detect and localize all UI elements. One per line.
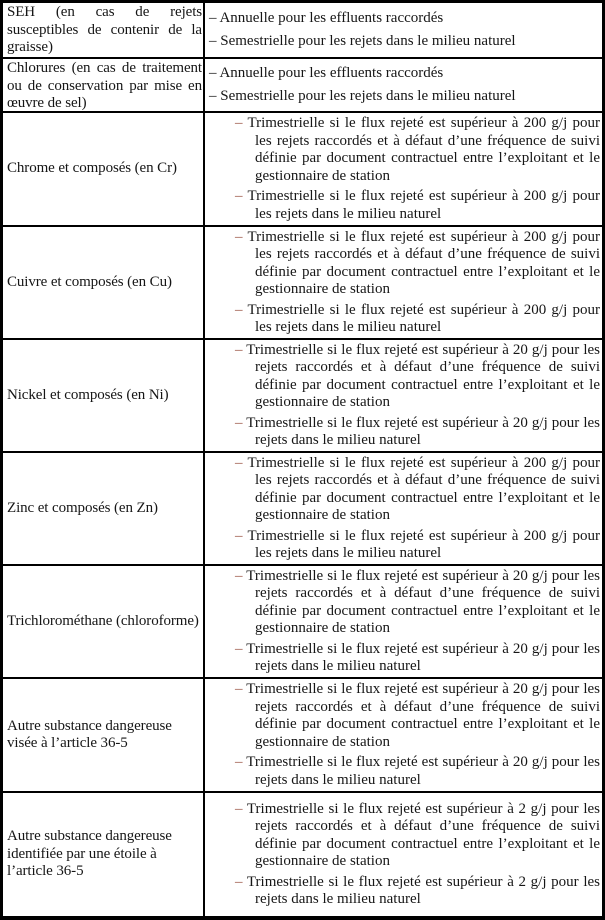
frequency-item xyxy=(205,528,600,563)
dash-bullet-icon: – xyxy=(235,414,243,431)
frequency-text: Trimestrielle si le flux rejeté est supérieur à 200 g/j pour les rejets raccordés et à défaut d’une fréquence de suivi définie par document contractuel entre l’exploitant et le gestionnaire de station xyxy=(247,454,600,523)
frequency-text: Trimestrielle si le flux rejeté est supérieur à 200 g/j pour les rejets dans le milieu naturel xyxy=(247,527,600,561)
frequency-item xyxy=(205,641,600,676)
frequency-text: Semestrielle pour les rejets dans le milieu naturel xyxy=(220,87,516,104)
frequency-cell xyxy=(205,3,602,57)
dash-bullet-icon: – xyxy=(235,873,243,890)
frequency-item xyxy=(205,302,600,337)
table-row xyxy=(3,111,602,225)
dash-bullet-icon: – xyxy=(209,65,217,81)
table-row xyxy=(3,791,602,916)
frequency-text: Trimestrielle si le flux rejeté est supérieur à 20 g/j pour les rejets raccordés et à défaut d’une fréquence de suivi définie par document contractuel entre l’exploitant et le gestionnaire de station xyxy=(246,341,600,410)
frequency-item xyxy=(205,455,600,525)
substance-cell xyxy=(3,59,205,111)
dash-bullet-icon: – xyxy=(235,527,243,544)
frequency-text: Semestrielle pour les rejets dans le milieu naturel xyxy=(220,32,516,49)
dash-bullet-icon: – xyxy=(235,567,243,584)
table-row xyxy=(3,338,602,451)
frequency-cell xyxy=(205,793,602,916)
frequency-item xyxy=(205,188,600,223)
dash-bullet-icon: – xyxy=(235,188,243,204)
substance-cell xyxy=(3,793,205,916)
frequency-item xyxy=(205,681,600,751)
frequency-item xyxy=(205,115,600,185)
frequency-item xyxy=(205,33,600,51)
dash-bullet-icon: – xyxy=(235,681,243,697)
frequency-item xyxy=(205,874,600,909)
dash-bullet-icon: – xyxy=(235,640,243,657)
substance-label: Chrome et composés (en Cr) xyxy=(7,160,177,177)
dash-bullet-icon: – xyxy=(235,115,243,131)
frequency-item xyxy=(205,342,600,412)
frequency-cell xyxy=(205,340,602,451)
substance-cell xyxy=(3,679,205,791)
frequency-cell xyxy=(205,453,602,564)
frequency-text: Trimestrielle si le flux rejeté est supérieur à 200 g/j pour les rejets dans le milieu naturel xyxy=(247,301,600,335)
frequency-text: Trimestrielle si le flux rejeté est supérieur à 20 g/j pour les rejets raccordés et à défaut d’une fréquence de suivi définie par document contractuel entre l’exploitant et le gestionnaire de station xyxy=(246,567,600,636)
frequency-text: Trimestrielle si le flux rejeté est supérieur à 200 g/j pour les rejets dans le milieu naturel xyxy=(247,188,600,222)
frequency-item xyxy=(205,568,600,638)
frequency-item xyxy=(205,801,600,871)
substance-cell xyxy=(3,453,205,564)
frequency-cell xyxy=(205,566,602,677)
substance-label: Chlorures (en cas de traitement ou de conservation par mise en œuvre de sel) xyxy=(7,60,202,111)
frequency-text: Trimestrielle si le flux rejeté est supérieur à 2 g/j pour les rejets dans le milieu naturel xyxy=(246,873,600,907)
table-row xyxy=(3,451,602,564)
table-row xyxy=(3,677,602,791)
substance-label: Autre substance dangereuse visée à l’article 36-5 xyxy=(7,717,172,751)
dash-bullet-icon: – xyxy=(235,341,243,358)
frequency-text: Trimestrielle si le flux rejeté est supérieur à 20 g/j pour les rejets dans le milieu naturel xyxy=(246,414,600,448)
frequency-item xyxy=(205,415,600,450)
frequency-text: Trimestrielle si le flux rejeté est supérieur à 2 g/j pour les rejets raccordés et à défaut d’une fréquence de suivi définie par document contractuel entre l’exploitant et le gestionnaire de station xyxy=(246,800,600,869)
dash-bullet-icon: – xyxy=(235,301,243,318)
frequency-text: Trimestrielle si le flux rejeté est supérieur à 200 g/j pour les rejets raccordés et à défaut d’une fréquence de suivi définie par document contractuel entre l’exploitant et le gestionnaire de station xyxy=(247,115,600,184)
frequency-cell xyxy=(205,227,602,338)
substance-cell xyxy=(3,227,205,338)
dash-bullet-icon: – xyxy=(235,228,243,245)
dash-bullet-icon: – xyxy=(209,10,217,26)
dash-bullet-icon: – xyxy=(209,32,217,49)
frequency-text: Trimestrielle si le flux rejeté est supérieur à 20 g/j pour les rejets raccordés et à défaut d’une fréquence de suivi définie par document contractuel entre l’exploitant et le gestionnaire de station xyxy=(246,681,600,750)
dash-bullet-icon: – xyxy=(235,800,243,817)
dash-bullet-icon: – xyxy=(235,754,243,770)
substance-label: Nickel et composés (en Ni) xyxy=(7,386,169,403)
frequency-text: Trimestrielle si le flux rejeté est supérieur à 20 g/j pour les rejets dans le milieu naturel xyxy=(246,640,600,674)
substance-cell xyxy=(3,566,205,677)
substance-label: Cuivre et composés (en Cu) xyxy=(7,273,172,290)
frequency-cell xyxy=(205,59,602,111)
dash-bullet-icon: – xyxy=(235,454,243,471)
frequency-cell xyxy=(205,679,602,791)
frequency-cell xyxy=(205,113,602,225)
dash-bullet-icon: – xyxy=(209,87,217,104)
substance-label: Trichlorométhane (chloroforme) xyxy=(7,612,199,629)
frequency-text: Annuelle pour les effluents raccordés xyxy=(219,65,444,81)
substance-cell xyxy=(3,3,205,57)
frequency-text: Trimestrielle si le flux rejeté est supérieur à 200 g/j pour les rejets raccordés et à défaut d’une fréquence de suivi définie par document contractuel entre l’exploitant et le gestionnaire de station xyxy=(247,228,600,297)
frequency-item xyxy=(205,754,600,789)
substance-label: SEH (en cas de rejets susceptibles de contenir de la graisse) xyxy=(7,4,202,55)
substance-cell xyxy=(3,340,205,451)
frequency-item xyxy=(205,10,600,28)
frequency-text: Annuelle pour les effluents raccordés xyxy=(219,10,444,26)
frequency-item xyxy=(205,229,600,299)
substance-label: Zinc et composés (en Zn) xyxy=(7,499,158,516)
substance-cell xyxy=(3,113,205,225)
frequency-item xyxy=(205,88,600,106)
frequency-item xyxy=(205,65,600,83)
table-row xyxy=(3,3,602,57)
table-row xyxy=(3,225,602,338)
substance-label: Autre substance dangereuse identifiée par une étoile à l’article 36-5 xyxy=(7,828,172,880)
table-row xyxy=(3,57,602,111)
frequency-text: Trimestrielle si le flux rejeté est supérieur à 20 g/j pour les rejets dans le milieu naturel xyxy=(246,754,600,788)
table-row xyxy=(3,564,602,677)
